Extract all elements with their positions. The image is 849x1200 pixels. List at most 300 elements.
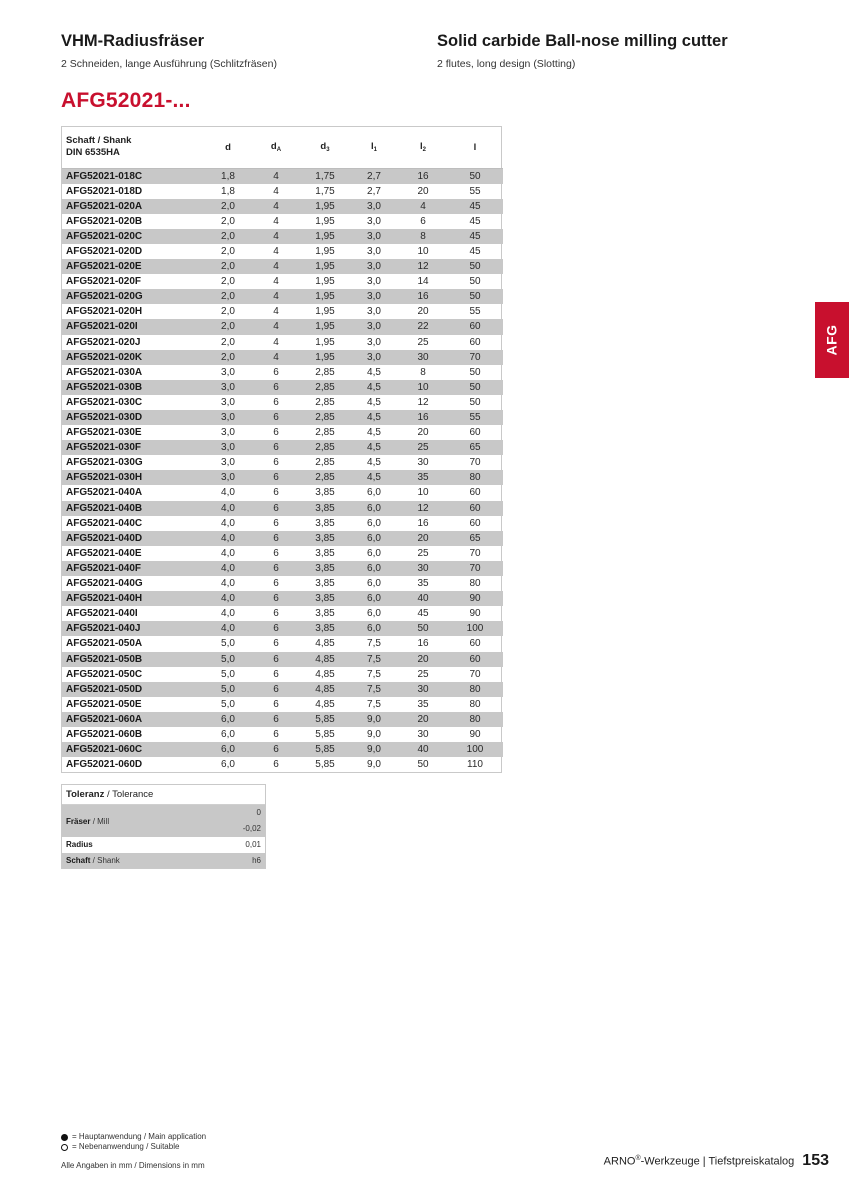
cell-l: 50: [447, 289, 503, 304]
cell-dA: 6: [251, 531, 301, 546]
cell-l1: 6,0: [349, 621, 399, 636]
cell-l: 50: [469, 366, 481, 378]
cell-l: 55: [469, 185, 481, 197]
cell-code: AFG52021-040F: [62, 561, 205, 576]
table-row: [62, 757, 503, 772]
cell-d3: 1,95: [301, 199, 349, 214]
cell-l: 80: [447, 682, 503, 697]
table-row: [62, 591, 503, 606]
cell-l2: 20: [417, 185, 429, 197]
cell-l: 60: [447, 652, 503, 667]
col-header-d-label: d: [225, 141, 231, 153]
cell-dA: 6: [273, 759, 279, 771]
cell-d3: 5,85: [301, 742, 349, 757]
cell-d3: 3,85: [315, 547, 335, 559]
cell-d3: 3,85: [315, 578, 335, 590]
cell-l1: 4,5: [349, 380, 399, 395]
cell-d3: 4,85: [301, 682, 349, 697]
cell-d3: 4,85: [315, 668, 335, 680]
table-row: [62, 289, 503, 304]
tolerance-table: [61, 784, 266, 869]
cell-d3: 5,85: [315, 759, 335, 771]
cell-l2: 30: [399, 561, 447, 576]
cell-d3: 1,95: [301, 319, 349, 334]
cell-d: 3,0: [221, 427, 235, 439]
cell-l1: 6,0: [367, 487, 381, 499]
table-row: [62, 304, 503, 319]
cell-l1: 3,0: [349, 199, 399, 214]
cell-dA: 4: [251, 229, 301, 244]
cell-l2: 30: [399, 350, 447, 365]
cell-dA: 6: [273, 698, 279, 710]
cell-d: 4,0: [221, 487, 235, 499]
cell-l2: 12: [417, 396, 429, 408]
cell-l2: 30: [399, 682, 447, 697]
cell-d: 1,8: [205, 168, 251, 184]
cell-l2: 35: [399, 470, 447, 485]
cell-code: AFG52021-040E: [66, 547, 142, 559]
cell-l1: 7,5: [349, 652, 399, 667]
cell-code: AFG52021-050C: [66, 668, 143, 680]
tolerance-row-radius: [62, 837, 265, 853]
cell-d: 5,0: [205, 652, 251, 667]
cell-code: AFG52021-020F: [66, 276, 142, 288]
cell-l2: 50: [399, 621, 447, 636]
cell-l1: 7,5: [367, 698, 381, 710]
cell-l1: 6,0: [349, 561, 399, 576]
tolerance-header: [62, 785, 265, 805]
cell-l1: 7,5: [367, 638, 381, 650]
footer-registered-mark: ®: [635, 1155, 641, 1163]
cell-d3: 3,85: [315, 487, 335, 499]
legend-suitable-text: = Nebenanwendung / Suitable: [72, 1142, 180, 1151]
tolerance-mill-de: Fräser: [66, 816, 91, 826]
tolerance-shank-en: / Shank: [90, 855, 120, 865]
cell-d: 4,0: [205, 621, 251, 636]
cell-l2: 22: [399, 319, 447, 334]
cell-l1: 3,0: [349, 259, 399, 274]
cell-l1: 3,0: [367, 336, 381, 348]
cell-dA: 4: [251, 350, 301, 365]
tolerance-mill-upper: 0: [256, 808, 261, 817]
cell-code: AFG52021-040H: [62, 591, 205, 606]
cell-l2: 25: [417, 547, 429, 559]
cell-l2: 30: [417, 457, 429, 469]
cell-dA: 6: [273, 547, 279, 559]
cell-code: AFG52021-040G: [66, 578, 143, 590]
table-row: [62, 319, 503, 334]
cell-code: AFG52021-050B: [62, 652, 205, 667]
cell-l2: 40: [399, 742, 447, 757]
cell-d: 5,0: [221, 698, 235, 710]
cell-dA: 4: [273, 245, 279, 257]
cell-l1: 6,0: [367, 517, 381, 529]
cell-code: AFG52021-030A: [66, 366, 143, 378]
cell-code: AFG52021-050D: [62, 682, 205, 697]
cell-code: AFG52021-030G: [66, 457, 143, 469]
cell-l: 60: [469, 336, 481, 348]
cell-d: 1,8: [221, 185, 235, 197]
col-header-d3-label: d: [320, 141, 327, 153]
cell-d: 2,0: [205, 350, 251, 365]
cell-dA: 6: [273, 457, 279, 469]
cell-l2: 25: [417, 336, 429, 348]
cell-l: 60: [469, 517, 481, 529]
cell-d: 2,0: [221, 336, 235, 348]
cell-dA: 6: [251, 440, 301, 455]
cell-code: AFG52021-050A: [66, 638, 143, 650]
cell-d: 2,0: [205, 289, 251, 304]
col-header-l-label: l: [473, 141, 477, 153]
cell-d: 3,0: [205, 380, 251, 395]
cell-l1: 4,5: [349, 440, 399, 455]
cell-l: 60: [447, 319, 503, 334]
cell-l1: 7,5: [367, 668, 381, 680]
table-row: [62, 531, 503, 546]
cell-l: 50: [447, 168, 503, 184]
cell-d: 3,0: [205, 410, 251, 425]
cell-d: 2,0: [221, 276, 235, 288]
cell-l2: 20: [417, 427, 429, 439]
cell-l: 110: [467, 759, 483, 771]
cell-d: 3,0: [205, 440, 251, 455]
cell-d: 4,0: [205, 591, 251, 606]
col-header-shank-line2: DIN 6535HA: [66, 147, 120, 159]
tolerance-mill-en: / Mill: [90, 816, 110, 826]
cell-l1: 3,0: [349, 289, 399, 304]
cell-l2: 16: [399, 289, 447, 304]
cell-d: 6,0: [205, 712, 251, 727]
cell-d: 3,0: [205, 470, 251, 485]
title-english: Solid carbide Ball-nose milling cutter: [437, 32, 728, 50]
cell-d: 4,0: [221, 578, 235, 590]
table-row: [62, 199, 503, 214]
cell-l2: 16: [399, 410, 447, 425]
cell-l2: 8: [399, 229, 447, 244]
tolerance-shank-de: Schaft: [66, 855, 91, 865]
cell-dA: 4: [273, 306, 279, 318]
cell-d3: 3,85: [301, 561, 349, 576]
legend: [61, 1132, 206, 1152]
cell-l2: 16: [417, 638, 429, 650]
col-header-l2: [399, 127, 447, 168]
cell-l1: 9,0: [367, 759, 381, 771]
cell-l1: 4,5: [367, 396, 381, 408]
cell-dA: 6: [273, 638, 279, 650]
cell-code: AFG52021-020H: [66, 306, 143, 318]
col-header-l2-label: l: [420, 141, 423, 153]
tolerance-shank-value: h6: [252, 855, 261, 865]
cell-d: 4,0: [221, 547, 235, 559]
cell-l1: 4,5: [367, 457, 381, 469]
footer-brand-name: ARNO: [603, 1156, 636, 1168]
cell-l1: 4,5: [349, 410, 399, 425]
table-row: [62, 727, 503, 742]
cell-l1: 3,0: [349, 319, 399, 334]
tolerance-radius-text: Radius: [66, 840, 93, 849]
cell-l: 45: [469, 245, 481, 257]
cell-l1: 9,0: [367, 728, 381, 740]
cell-d3: 3,85: [315, 517, 335, 529]
cell-dA: 6: [273, 608, 279, 620]
cell-code: AFG52021-030D: [62, 410, 205, 425]
table-row: [62, 184, 503, 199]
cell-l1: 3,0: [367, 215, 381, 227]
cell-dA: 4: [273, 276, 279, 288]
cell-d3: 2,85: [301, 440, 349, 455]
col-header-d3: [301, 127, 349, 168]
cell-d: 2,0: [221, 306, 235, 318]
col-header-d3-sub: 3: [326, 147, 330, 154]
cell-d3: 2,85: [315, 427, 335, 439]
cell-d3: 2,85: [301, 470, 349, 485]
cell-d3: 1,95: [301, 289, 349, 304]
table-row: [62, 561, 503, 576]
cell-d: 4,0: [205, 501, 251, 516]
cell-d: 6,0: [205, 742, 251, 757]
cell-l1: 4,5: [349, 470, 399, 485]
cell-code: AFG52021-020G: [62, 289, 205, 304]
cell-d3: 1,95: [315, 245, 335, 257]
cell-d3: 1,95: [301, 229, 349, 244]
title-german: VHM-Radiusfräser: [61, 32, 205, 50]
cell-code: AFG52021-040D: [62, 531, 205, 546]
legend-item-suitable: [61, 1142, 206, 1152]
cell-l: 70: [447, 350, 503, 365]
footer-brand: [604, 1155, 795, 1168]
cell-dA: 4: [251, 319, 301, 334]
table-row: [62, 485, 503, 500]
cell-d3: 1,95: [315, 336, 335, 348]
cell-code: AFG52021-050E: [66, 698, 142, 710]
cell-dA: 6: [251, 591, 301, 606]
col-header-l1-label: l: [371, 141, 374, 153]
table-row: [62, 244, 503, 259]
cell-l2: 30: [417, 728, 429, 740]
cell-l2: 6: [420, 215, 426, 227]
cell-d3: 2,85: [315, 396, 335, 408]
cell-dA: 4: [251, 289, 301, 304]
col-header-shank: [62, 127, 205, 168]
cell-l2: 40: [399, 591, 447, 606]
cell-l2: 16: [417, 517, 429, 529]
section-tab: [815, 302, 849, 378]
cell-l: 80: [469, 698, 481, 710]
cell-code: AFG52021-030H: [62, 470, 205, 485]
cell-d: 4,0: [221, 517, 235, 529]
cell-d: 5,0: [205, 682, 251, 697]
cell-l1: 6,0: [367, 578, 381, 590]
section-tab-label: AFG: [824, 324, 840, 356]
cell-d: 6,0: [221, 728, 235, 740]
cell-dA: 6: [273, 517, 279, 529]
cell-l: 90: [469, 608, 481, 620]
cell-l2: 35: [417, 578, 429, 590]
table-row: [62, 410, 503, 425]
table-row: [62, 425, 503, 440]
cell-dA: 6: [251, 561, 301, 576]
cell-dA: 4: [273, 215, 279, 227]
cell-l: 65: [447, 531, 503, 546]
cell-l2: 4: [399, 199, 447, 214]
cell-l1: 4,5: [367, 427, 381, 439]
col-header-l1: [349, 127, 399, 168]
cell-l: 70: [469, 457, 481, 469]
tolerance-row-mill: [62, 805, 265, 837]
col-header-l: [447, 127, 503, 168]
cell-code: AFG52021-040C: [66, 517, 143, 529]
cell-d3: 4,85: [315, 698, 335, 710]
page-footer: [604, 1152, 829, 1170]
table-row: [62, 350, 503, 365]
cell-l2: 25: [399, 440, 447, 455]
cell-dA: 6: [273, 427, 279, 439]
cell-l2: 35: [417, 698, 429, 710]
cell-code: AFG52021-020I: [62, 319, 205, 334]
cell-l2: 8: [420, 366, 426, 378]
col-header-dA: [251, 127, 301, 168]
cell-l2: 50: [417, 759, 429, 771]
cell-d: 2,0: [205, 199, 251, 214]
table-row: [62, 697, 503, 712]
cell-d3: 5,85: [301, 712, 349, 727]
cell-d: 3,0: [221, 457, 235, 469]
cell-d3: 5,85: [315, 728, 335, 740]
cell-l: 90: [447, 591, 503, 606]
cell-d: 3,0: [221, 366, 235, 378]
page-number: 153: [802, 1152, 829, 1169]
cell-l1: 2,7: [349, 168, 399, 184]
cell-code: AFG52021-020C: [62, 229, 205, 244]
cell-dA: 6: [273, 578, 279, 590]
legend-main-text: = Hauptanwendung / Main application: [72, 1132, 207, 1141]
cell-l2: 14: [417, 276, 429, 288]
cell-code: AFG52021-060B: [66, 728, 143, 740]
cell-l2: 20: [399, 652, 447, 667]
dimension-table: [61, 126, 502, 773]
tolerance-radius-value: 0,01: [245, 840, 261, 849]
table-row: [62, 682, 503, 697]
cell-dA: 6: [251, 682, 301, 697]
cell-l1: 4,5: [367, 366, 381, 378]
col-header-dA-label: d: [270, 141, 277, 153]
cell-d3: 2,85: [315, 457, 335, 469]
cell-d: 2,0: [205, 259, 251, 274]
cell-d: 4,0: [205, 561, 251, 576]
cell-l1: 3,0: [349, 350, 399, 365]
table-row: [62, 274, 503, 289]
cell-l1: 6,0: [349, 531, 399, 546]
cell-dA: 4: [273, 336, 279, 348]
cell-code: AFG52021-060C: [62, 742, 205, 757]
cell-d3: 2,85: [301, 380, 349, 395]
cell-dA: 4: [251, 168, 301, 184]
cell-dA: 6: [251, 380, 301, 395]
cell-d: 2,0: [205, 229, 251, 244]
cell-l1: 7,5: [349, 682, 399, 697]
cell-l1: 6,0: [349, 591, 399, 606]
cell-d: 5,0: [221, 668, 235, 680]
cell-l2: 25: [417, 668, 429, 680]
cell-code: AFG52021-030C: [66, 396, 143, 408]
cell-dA: 6: [251, 712, 301, 727]
cell-d3: 3,85: [301, 591, 349, 606]
cell-l: 90: [469, 728, 481, 740]
cell-code: AFG52021-018D: [66, 185, 143, 197]
cell-d3: 4,85: [301, 652, 349, 667]
cell-d3: 1,95: [315, 276, 335, 288]
table-row: [62, 395, 503, 410]
table-header-row: [62, 127, 503, 168]
cell-d: 4,0: [205, 531, 251, 546]
cell-d3: 3,85: [301, 621, 349, 636]
table-row: [62, 335, 503, 350]
cell-d3: 1,95: [315, 215, 335, 227]
legend-item-main: [61, 1132, 206, 1142]
cell-code: AFG52021-020B: [66, 215, 143, 227]
cell-l1: 6,0: [367, 547, 381, 559]
cell-dA: 6: [251, 652, 301, 667]
cell-l: 45: [447, 199, 503, 214]
table-row: [62, 712, 503, 727]
table-row: [62, 168, 503, 184]
cell-l: 70: [469, 547, 481, 559]
table-row: [62, 501, 503, 516]
cell-l1: 3,0: [367, 245, 381, 257]
cell-d3: 1,95: [301, 350, 349, 365]
tolerance-mill-lower: -0,02: [242, 824, 261, 833]
cell-d: 6,0: [221, 759, 235, 771]
cell-d3: 4,85: [315, 638, 335, 650]
cell-dA: 6: [251, 742, 301, 757]
table-row: [62, 621, 503, 636]
cell-l1: 3,0: [367, 276, 381, 288]
table-row: [62, 606, 503, 621]
cell-l1: 6,0: [367, 608, 381, 620]
cell-d3: 3,85: [315, 608, 335, 620]
cell-l: 45: [447, 229, 503, 244]
cell-code: AFG52021-060A: [62, 712, 205, 727]
tolerance-title-en: / Tolerance: [104, 789, 154, 800]
table-row: [62, 380, 503, 395]
cell-l: 60: [447, 501, 503, 516]
cell-code: AFG52021-040A: [66, 487, 143, 499]
cell-d3: 2,85: [315, 366, 335, 378]
cell-l: 60: [469, 487, 481, 499]
article-code: AFG52021-...: [61, 89, 191, 112]
cell-l2: 12: [399, 501, 447, 516]
cell-code: AFG52021-060D: [66, 759, 143, 771]
cell-code: AFG52021-020E: [62, 259, 205, 274]
cell-d3: 1,95: [301, 259, 349, 274]
cell-d3: 1,75: [301, 168, 349, 184]
table-row: [62, 470, 503, 485]
cell-l: 50: [447, 259, 503, 274]
col-header-shank-line1: Schaft / Shank: [66, 135, 132, 147]
cell-l: 55: [469, 306, 481, 318]
cell-d3: 1,75: [315, 185, 335, 197]
cell-dA: 6: [251, 621, 301, 636]
cell-l: 70: [447, 561, 503, 576]
cell-l: 60: [469, 427, 481, 439]
cell-code: AFG52021-020A: [62, 199, 205, 214]
table-row: [62, 576, 503, 591]
cell-d: 4,0: [221, 608, 235, 620]
dimensions-footnote: Alle Angaben in mm / Dimensions in mm: [61, 1161, 205, 1170]
filled-circle-icon: [61, 1134, 68, 1141]
cell-code: AFG52021-030E: [66, 427, 142, 439]
table-row: [62, 652, 503, 667]
